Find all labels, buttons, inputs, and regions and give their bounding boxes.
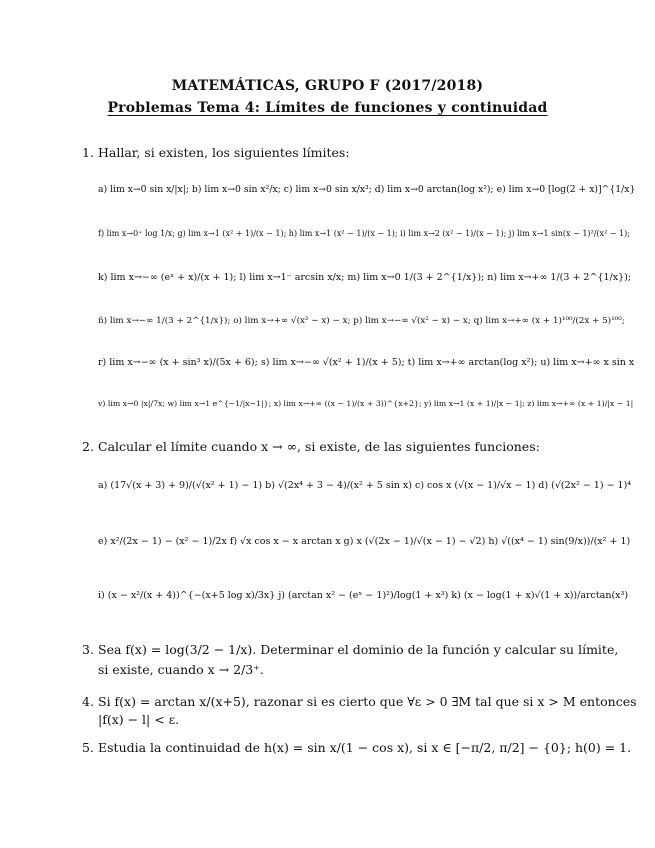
problem-2-number: 2. [82, 439, 94, 454]
problem-1-row-v-z: v) lim x→0 |x|/7x; w) lim x→1 e^{−1/|x−1|}; x) lim x→+∞ ((x − 1)/(x + 3))^{x+2}; y) lim x→1 (x + 1)/|x − 1|; z) lim x→+∞ (x + 1)/|x − 1| [98, 399, 634, 408]
problem-5-number: 5. [82, 740, 94, 755]
problem-4-line-2: |f(x) − l| < ε. [98, 712, 180, 727]
problem-2-row-a-d: a) (17√(x + 3) + 9)/(√(x² + 1) − 1) b) √(2x⁴ + 3 − 4)/(x² + 5 sin x) c) cos x (√(x − 1)/√x − 1) d) (√(2x² − 1) − 1)⁴ [98, 480, 632, 491]
problem-5-text: Estudia la continuidad de h(x) = sin x/(1 − cos x), si x ∈ [−π/2, π/2] − {0}; h(0) = 1. [98, 740, 632, 755]
problem-1-number: 1. [82, 145, 94, 160]
problem-1-row-r-u: r) lim x→−∞ (x + sin³ x)/(5x + 6); s) lim x→−∞ √(x² + 1)/(x + 5); t) lim x→+∞ arctan(log x²); u) lim x→+∞ x sin x [98, 357, 635, 368]
problem-2-text: Calcular el límite cuando x → ∞, si existe, de las siguientes funciones: [98, 439, 540, 454]
problem-1-row-k-n: k) lim x→−∞ (eˣ + x)/(x + 1); l) lim x→1⁻ arcsin x/x; m) lim x→0 1/(3 + 2^{1/x}); n) lim x→+∞ 1/(3 + 2^{1/x}); [98, 272, 632, 283]
problem-1-row-ntilde-q: ñ) lim x→−∞ 1/(3 + 2^{1/x}); o) lim x→+∞ √(x² − x) − x; p) lim x→−∞ √(x² − x) − x; q) lim x→+∞ (x + 1)¹⁰⁰/(2x + 5)¹⁰⁰; [98, 316, 625, 326]
problem-3-line-1: Sea f(x) = log(3/2 − 1/x). Determinar el dominio de la función y calcular su límite, [98, 642, 619, 657]
sheet-subtitle: Problemas Tema 4: Límites de funciones y continuidad [107, 100, 548, 116]
problem-2-row-e-h: e) x²/(2x − 1) − (x² − 1)/2x f) √x cos x − x arctan x g) x (√(2x − 1)/√(x − 1) − √2) h) √((x⁴ − 1) sin(9/x))/(x² + 1) [98, 536, 631, 547]
problem-4-number: 4. [82, 694, 94, 709]
problem-1-row-f-j: f) lim x→0⁺ log 1/x; g) lim x→1 (x² + 1)/(x − 1); h) lim x→1 (x² − 1)/(x − 1); i) lim x→2 (x² − 1)/(x − 1); j) lim x→1 sin(x − 1)²/(x² − 1); [98, 229, 630, 238]
problem-4-line-1: Si f(x) = arctan x/(x+5), razonar si es cierto que ∀ε > 0 ∃M tal que si x > M entonces [98, 694, 637, 709]
problem-2-row-i-k: i) (x − x²/(x + 4))^{−(x+5 log x)/3x} j) (arctan x² − (eˣ − 1)²)/log(1 + x³) k) (x − log(1 + x)√(1 + x))/arctan(x³) [98, 590, 629, 601]
problem-1-text: Hallar, si existen, los siguientes límites: [98, 145, 350, 160]
problem-3-line-2: si existe, cuando x → 2/3⁺. [98, 662, 264, 677]
problem-1-row-a-e: a) lim x→0 sin x/|x|; b) lim x→0 sin x²/x; c) lim x→0 sin x/x³; d) lim x→0 arctan(log x²); e) lim x→0 [log(2 + x)]^{1/x} [98, 184, 636, 195]
sheet-title: MATEMÁTICAS, GRUPO F (2017/2018) [171, 78, 484, 94]
problem-3-number: 3. [82, 642, 94, 657]
